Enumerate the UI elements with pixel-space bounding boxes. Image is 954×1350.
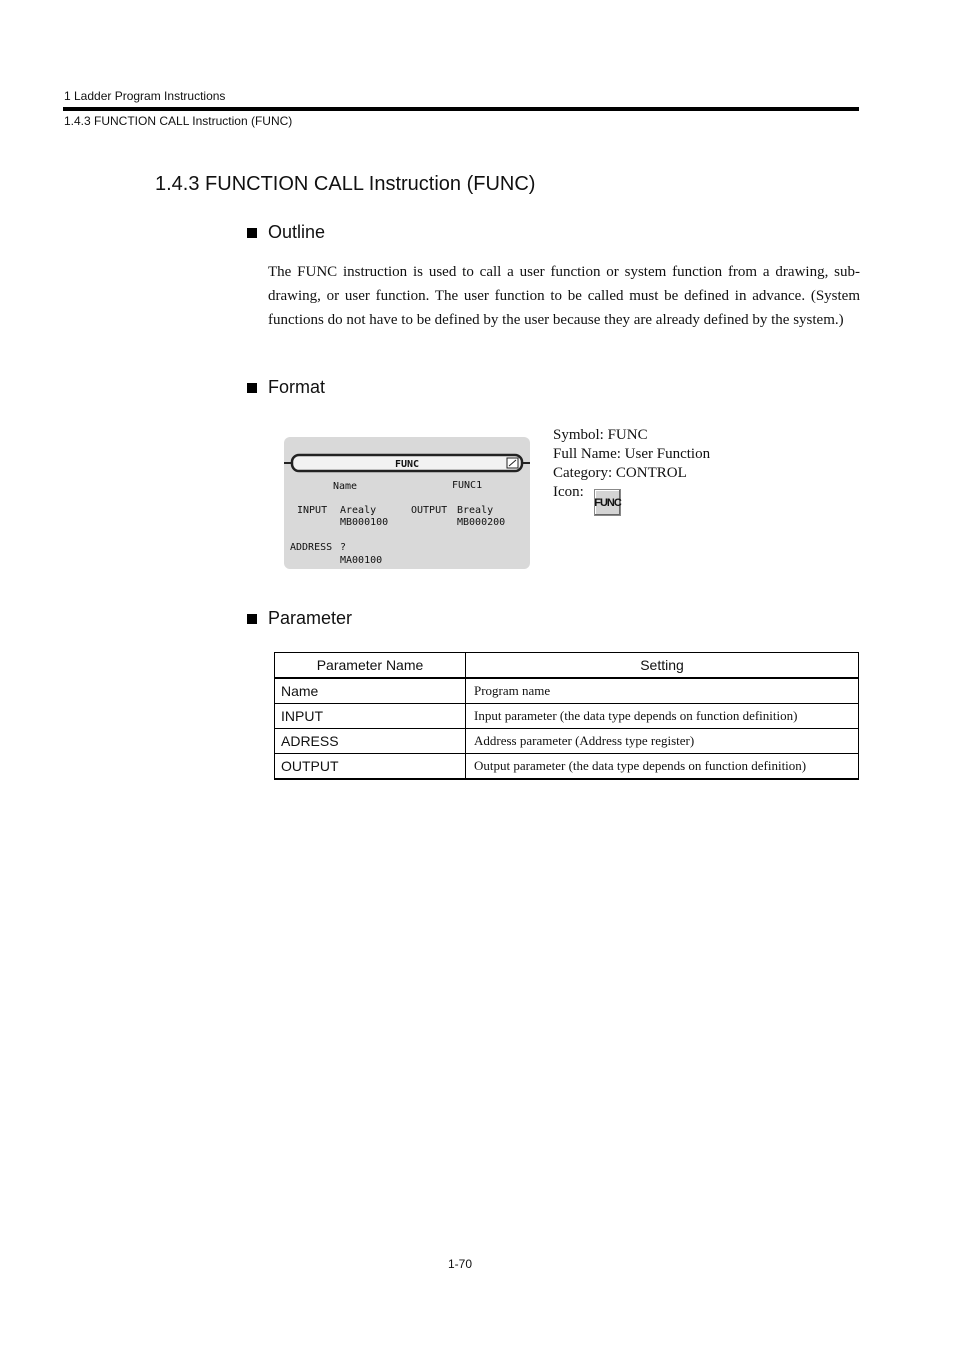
- func-block-title: FUNC: [394, 459, 420, 470]
- section-title: 1.4.3 FUNCTION CALL Instruction (FUNC): [155, 173, 536, 195]
- func-instruction-block: [284, 437, 530, 569]
- parameter-table: [274, 652, 859, 780]
- func-icon: FUNC: [594, 489, 621, 516]
- table-row: [275, 729, 859, 754]
- column-header-setting: Setting: [466, 653, 859, 679]
- address-register: MA00100: [340, 555, 383, 566]
- output-type: Brealy: [457, 505, 494, 516]
- outline-text: The FUNC instruction is used to call a user function or system function from a drawing, sub-drawing, or user function. The user function to be called must be defined in advance. (System functions do not have to be defined by the user because they are already defined by the system.): [268, 264, 860, 328]
- table-row: [275, 678, 859, 704]
- parameter-heading-text: Parameter: [268, 608, 353, 628]
- table-row: [275, 754, 859, 780]
- param-name: INPUT: [275, 704, 466, 729]
- outline-heading-text: Outline: [268, 222, 326, 242]
- name-label: Name: [333, 481, 358, 492]
- format-heading: [246, 377, 325, 398]
- name-value: FUNC1: [452, 480, 483, 491]
- input-label: INPUT: [297, 505, 328, 516]
- param-name: Name: [275, 678, 466, 704]
- symbol-line: Symbol: FUNC: [553, 427, 648, 443]
- param-setting: Input parameter (the data type depends on function definition): [466, 704, 859, 729]
- param-setting: Program name: [466, 678, 859, 704]
- func-block-graphic: [284, 437, 530, 569]
- table-header-row: [275, 653, 859, 679]
- full-name-line: Full Name: User Function: [553, 446, 711, 462]
- header-rule: [63, 107, 859, 111]
- icon-label: Icon:: [553, 484, 584, 500]
- param-name: OUTPUT: [275, 754, 466, 780]
- format-heading-text: Format: [268, 377, 326, 397]
- param-setting: Address parameter (Address type register): [466, 729, 859, 754]
- param-name: ADRESS: [275, 729, 466, 754]
- running-header-section: 1.4.3 FUNCTION CALL Instruction (FUNC): [64, 114, 293, 128]
- input-register: MB000100: [340, 517, 389, 528]
- column-header-name: Parameter Name: [275, 653, 466, 679]
- address-type: ?: [340, 542, 347, 553]
- format-info: [553, 426, 710, 502]
- page-number: 1-70: [448, 1257, 473, 1271]
- outline-heading: [246, 222, 325, 243]
- parameter-heading: [246, 608, 352, 629]
- bullet-square-icon: [247, 614, 257, 624]
- bullet-square-icon: [247, 383, 257, 393]
- param-setting: Output parameter (the data type depends on function definition): [466, 754, 859, 780]
- address-label: ADDRESS: [290, 542, 333, 553]
- running-header-chapter: 1 Ladder Program Instructions: [64, 89, 226, 103]
- category-line: Category: CONTROL: [553, 465, 687, 481]
- output-label: OUTPUT: [411, 505, 448, 516]
- input-type: Arealy: [340, 505, 377, 516]
- output-register: MB000200: [457, 517, 506, 528]
- table-row: [275, 704, 859, 729]
- bullet-square-icon: [247, 228, 257, 238]
